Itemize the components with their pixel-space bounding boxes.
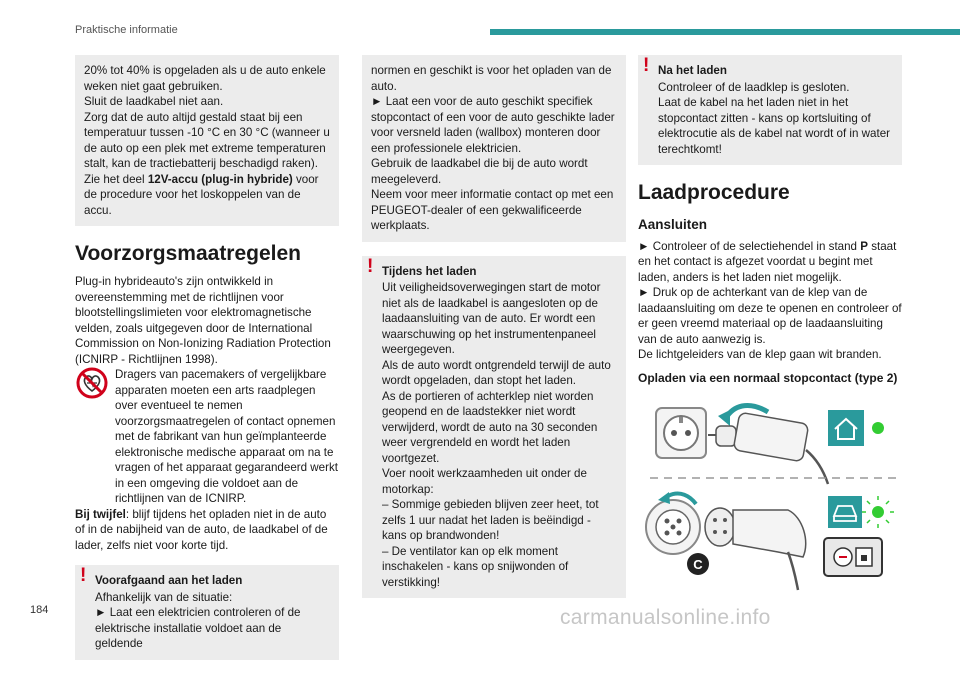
- column-2: [362, 55, 626, 612]
- after-charging-warning: [638, 55, 902, 165]
- warning-line: Uit veiligheidsoverwegingen start de motor niet als de laadkabel is aangesloten op de laadaansluiting van de auto. Er wordt een waarschuwing op het instrumentenpaneel weergegeven.: [382, 281, 601, 356]
- box-line: Zorg dat de auto altijd gestald staat bij een temperatuur tussen -10 °C en 30 °C (wanneer u de auto op een plek met extreme temperaturen stalt, kan de tractiebatterij beschadigd raken).: [84, 110, 330, 170]
- step: ► Druk op de achterkant van de klep van de laadaansluiting om deze te openen en controleer of er geen vreemd materiaal op de laadaansluiting van de auto aanwezig is.: [638, 286, 902, 346]
- page-number: 184: [30, 604, 49, 616]
- socket-icon: [656, 408, 706, 458]
- warning-title: Na het laden: [658, 64, 727, 77]
- no-pacemaker-icon: [75, 367, 109, 404]
- warning-line: Controleer of de laadklep is gesloten.: [658, 80, 850, 94]
- storage-info-box: [75, 55, 339, 226]
- warning-line: Afhankelijk van de situatie:: [95, 590, 233, 604]
- section-title: Praktische informatie: [75, 24, 178, 36]
- step: De lichtgeleiders van de klep gaan wit branden.: [638, 348, 882, 361]
- doubt-note: Bij twijfel: blijf tijdens het opladen niet in de auto of in de nabijheid van de auto, de laadkabel of de lader, zelfs niet voor korte tijd.: [75, 507, 328, 552]
- precautions-intro: Plug-in hybrideauto's zijn ontwikkeld in overeenstemming met de richtlijnen voor blootstellingslimieten voor elektromagnetische velden, zoals uitgegeven door de International Commission on Non-Ionizing Radiation Protection (ICNIRP - Richtlijnen 1998).: [75, 275, 331, 366]
- header-accent-bar: [490, 29, 960, 35]
- warning-icon: !: [80, 565, 87, 586]
- accu-reference: 12V-accu (plug-in hybride): [147, 172, 293, 186]
- warning-line: As de portieren of achterklep niet worden geopend en de laadstekker niet wordt verwijderd, wordt de auto na 30 seconden weer vergrendeld en wordt het laden voortgezet.: [382, 389, 598, 465]
- connect-subheading: Aansluiten: [638, 217, 708, 232]
- watermark: carmanualsonline.info: [560, 606, 771, 629]
- home-icon: [828, 410, 884, 446]
- warning-line: Laat de kabel na het laden niet in het stopcontact zitten - kans op kortsluiting of elektrocutie als de kabel nat wordt of in water terechtkomt!: [658, 96, 890, 156]
- charge-indicator-icon: [824, 538, 882, 576]
- pacemaker-warning: [75, 367, 339, 507]
- warning-icon: !: [367, 255, 374, 277]
- warning-title: Tijdens het laden: [382, 264, 477, 278]
- box-line: normen en geschikt is voor het opladen van de auto.: [371, 64, 612, 93]
- precautions-heading: Voorzorgsmaatregelen: [75, 242, 302, 265]
- box-line: Sluit de laadkabel niet aan.: [84, 95, 224, 108]
- charging-illustration: [638, 392, 902, 602]
- warning-title: Voorafgaand aan het laden: [95, 574, 243, 587]
- column-1: [75, 55, 339, 674]
- box-line: ► Laat een voor de auto geschikt specifiek stopcontact of een voor de auto geschikte lader voor versneld laden (wallbox) monteren door een professionele elektricien.: [371, 95, 615, 155]
- warning-line: – De ventilator kan op elk moment inschakelen - kans op snijwonden of verstikking!: [382, 544, 569, 589]
- svg-text:C: C: [693, 557, 703, 572]
- step: ► Controleer of de selectiehendel in stand P staat en het contact is afgezet voordat u begint met laden, anders is het laden niet mogelijk.: [638, 239, 897, 284]
- box-line: Zie het deel 12V-accu (plug-in hybride) voor de procedure voor het loskoppelen van de accu.: [84, 172, 319, 217]
- type2-subheading: Opladen via een normaal stopcontact (type 2): [638, 370, 898, 385]
- warning-line: Voer nooit werkzaamheden uit onder de motorkap:: [382, 467, 587, 496]
- warning-line: Als de auto wordt ontgrendeld terwijl de auto wordt opgeladen, dan stopt het laden.: [382, 358, 611, 387]
- box-line: 20% tot 40% is opgeladen als u de auto enkele weken niet gaat gebruiken.: [84, 64, 326, 93]
- before-charging-warning: [75, 565, 339, 660]
- pacemaker-text: Dragers van pacemakers of vergelijkbare apparaten moeten een arts raadplegen over eventueel te nemen voorzorgsmaatregelen of contact opnemen met de fabrikant van hun geïmplanteerde elektronische medische apparaat om na te vragen of het apparaat gegarandeerd werkt in een omgeving die voldoet aan de richtlijnen van de ICNIRP.: [115, 368, 339, 505]
- charging-procedure-heading: Laadprocedure: [638, 181, 790, 204]
- column-3: [638, 55, 902, 602]
- warning-line: ► Laat een elektricien controleren of de elektrische installatie voldoet aan de geldende: [95, 606, 301, 650]
- warning-icon: !: [643, 55, 650, 76]
- car-icon: [828, 496, 894, 528]
- box-line: Neem voor meer informatie contact op met een PEUGEOT-dealer of een gekwalificeerde werkplaats.: [371, 188, 614, 232]
- plug-icon: [708, 412, 828, 484]
- box-line: Gebruik de laadkabel die bij de auto wordt meegeleverd.: [371, 157, 588, 186]
- installation-info-box: [362, 55, 626, 242]
- during-charging-warning: [362, 256, 626, 599]
- warning-line: – Sommige gebieden blijven zeer heet, tot zelfs 1 uur nadat het laden is beëindigd - kans op brandwonden!: [382, 498, 599, 542]
